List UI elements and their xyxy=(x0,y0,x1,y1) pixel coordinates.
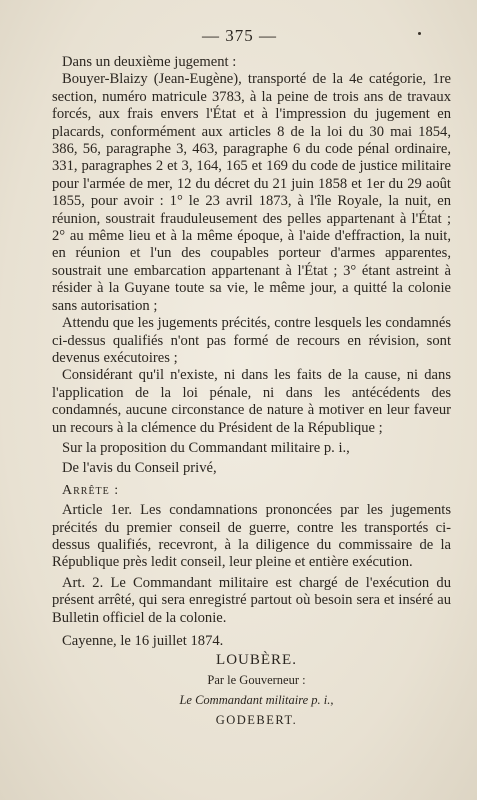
ink-dot xyxy=(418,32,421,35)
paragraph-article-1: Article 1er. Les condamnations prononcées par les jugements précités du premier conseil de guerre, contre les transportés ci-dessus qualifiés, recevront, à la diligence du commissaire de la République près ledit conseil, leur pleine et entière exécution. xyxy=(52,502,451,571)
paragraph-attendu: Attendu que les jugements précités, contre lesquels les condamnés ci-dessus qualifiés n'ont pas formé de recours en révision, sont devenus exécutoires ; xyxy=(52,315,451,366)
paragraph-intro: Dans un deuxième jugement : xyxy=(62,54,237,70)
signature-block xyxy=(62,650,451,730)
signatory-name: LOUBÈRE. xyxy=(216,652,297,669)
paragraph-judgment: Bouyer-Blaizy (Jean-Eugène), transporté de la 4e catégorie, 1re section, numéro matricule 3783, à la peine de trois ans de travaux forcés, aux frais envers l'État et à l'impression du jugement en placards, conformément aux articles 8 de la loi du 30 mai 1854, 386, 56, paragraphe 3, 463, paragraphe 6 du code pénal ordinaire, 331, paragraphes 2 et 3, 164, 165 et 169 du code de justice militaire pour l'armée de mer, 12 du décret du 21 juin 1858 et 1er du 29 août 1855, pour avoir : 1° le 23 avril 1873, à l'île Royale, la nuit, en réunion, soustrait frauduleusement des pelles appartenant à l'État ; 2° au même lieu et à la même époque, à l'aide d'effraction, la nuit, en réunion et l'un des coupables porteur d'armes apparentes, soustrait une embarcation appartenant à l'État ; 3° étant astreint à résider à la Guyane toute sa vie, le même jour, a quitté la colonie sans autorisation ; xyxy=(52,71,451,314)
document-body xyxy=(52,54,451,650)
page-number: — 375 — xyxy=(202,26,277,45)
paragraph-article-2: Art. 2. Le Commandant militaire est chargé de l'exécution du présent arrêté, qui sera enregistré partout où besoin sera et inséré au Bulletin officiel de la colonie. xyxy=(52,574,451,626)
paragraph-arrete: Arrête : xyxy=(62,482,120,498)
paragraph-date: Cayenne, le 16 juillet 1874. xyxy=(62,633,224,649)
signature-line-commandant: Le Commandant militaire p. i., xyxy=(179,693,334,708)
second-signatory-name: GODEBERT. xyxy=(215,713,298,728)
signature-line-governor: Par le Gouverneur : xyxy=(207,673,306,688)
page-header xyxy=(28,26,451,52)
paragraph-avis: De l'avis du Conseil privé, xyxy=(62,460,217,477)
paragraph-proposition: Sur la proposition du Commandant militaire p. i., xyxy=(62,439,350,456)
paragraph-considerant: Considérant qu'il n'existe, ni dans les faits de la cause, ni dans l'application de la loi pénale, ni dans les antécédents des condamnés, aucune circonstance de nature à motiver en leur faveur un recours à la clémence du Président de la République ; xyxy=(52,367,451,436)
